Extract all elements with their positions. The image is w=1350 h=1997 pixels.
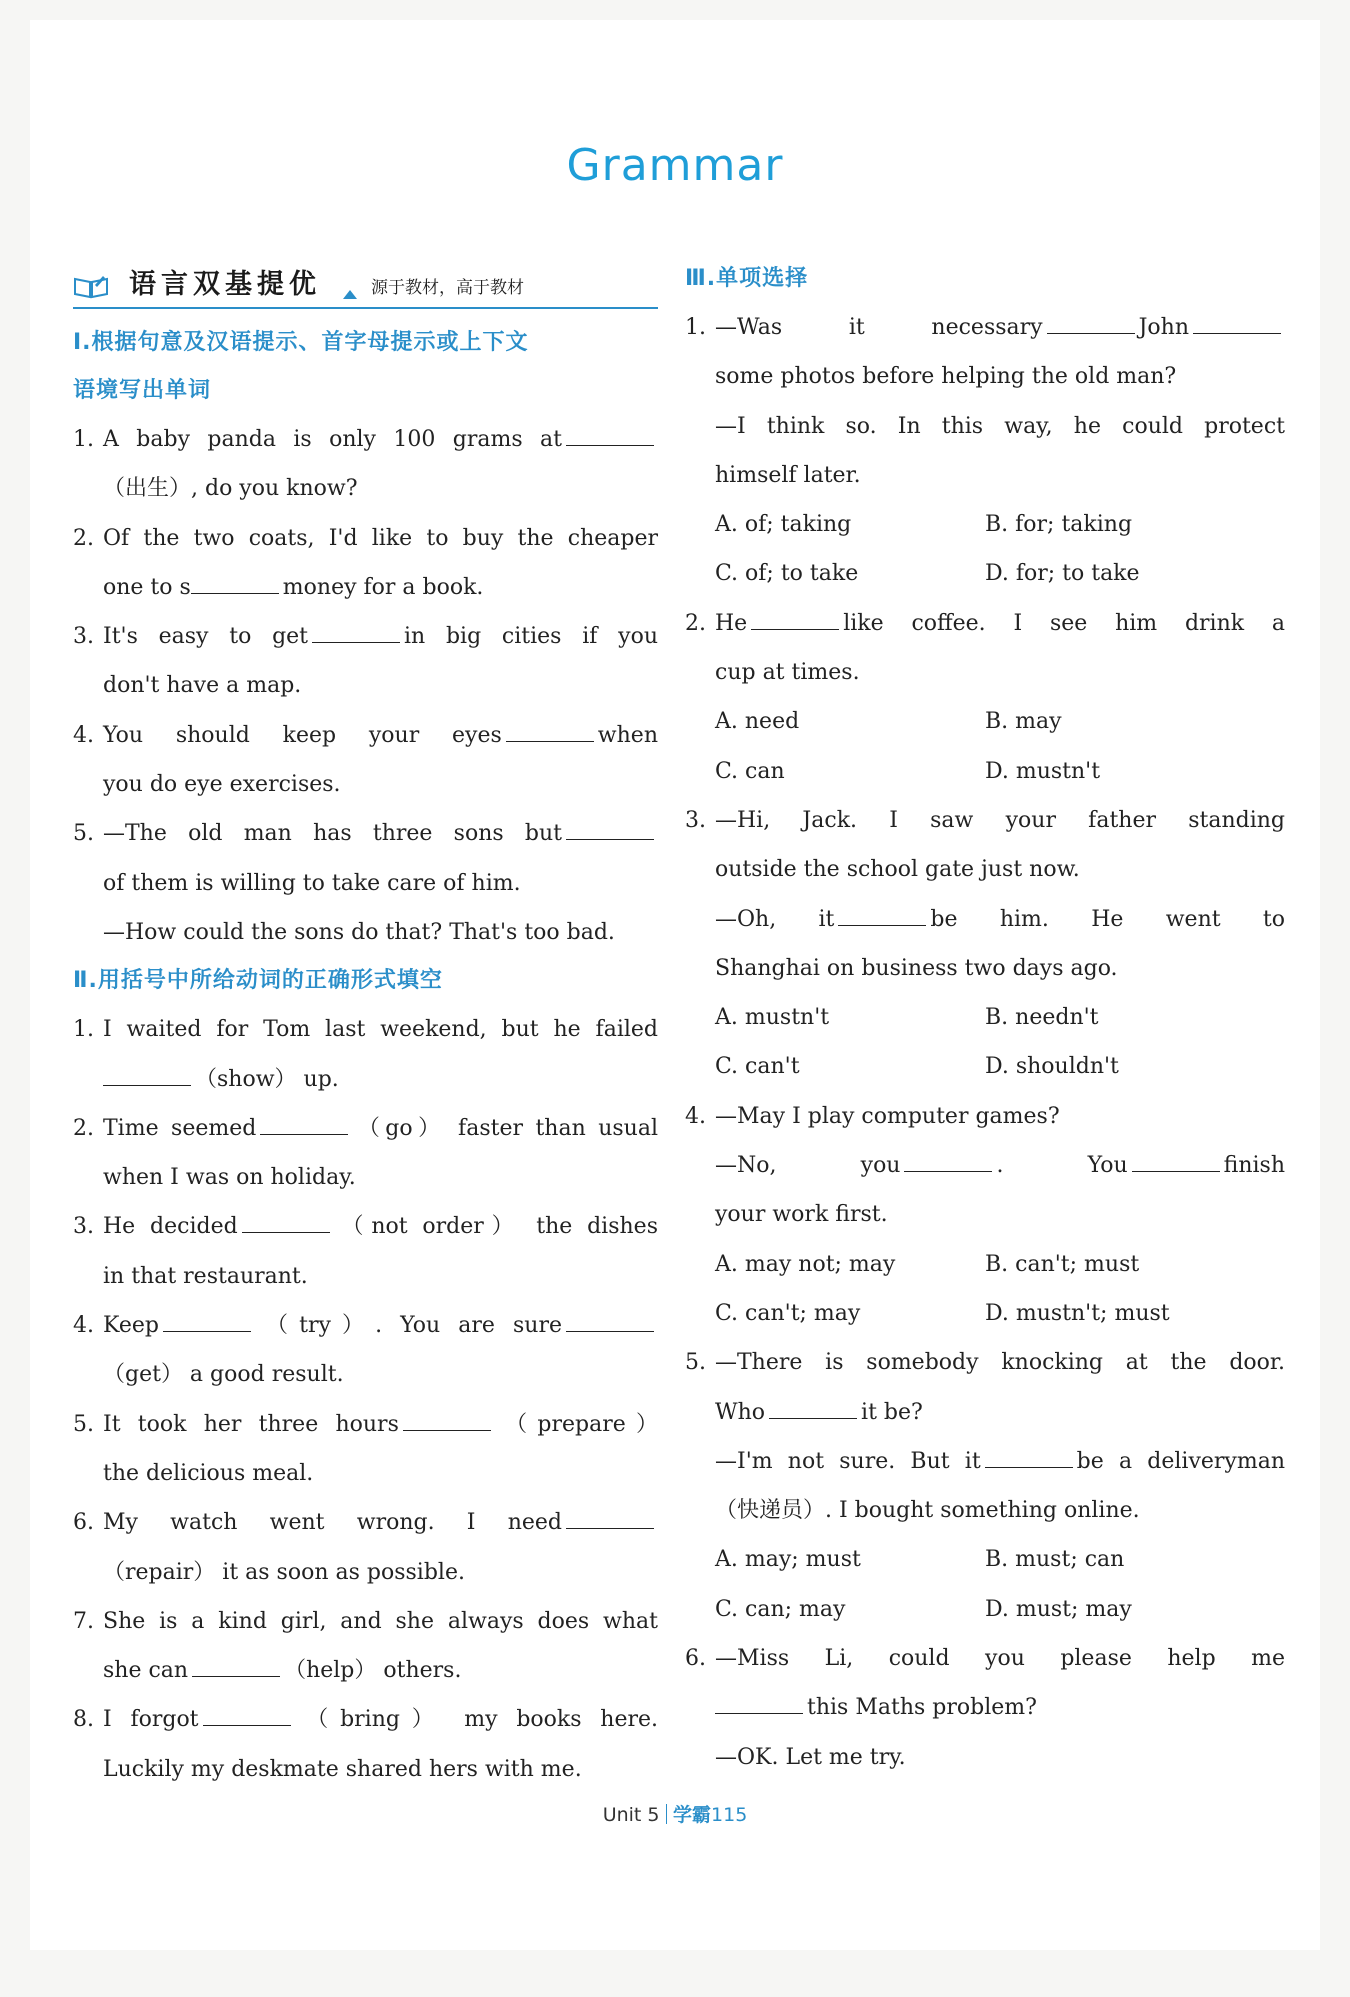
question-text: —Miss Li, could you please help me [715, 1646, 1285, 1672]
question-text: when [597, 722, 658, 748]
question-text: the delicious meal. [103, 1460, 314, 1486]
question-number: 3. [73, 624, 94, 650]
option-b[interactable]: B. must; can [985, 1547, 1125, 1573]
question [73, 1597, 658, 1696]
brand-label: 学霸 [673, 1804, 712, 1826]
question-text: （get） a good result. [103, 1362, 344, 1388]
answer-blank[interactable] [566, 1309, 654, 1332]
question [73, 1498, 658, 1597]
question-text: It's easy to get [103, 624, 309, 650]
question-text: —I'm not sure. But it [715, 1448, 981, 1474]
question [73, 1695, 658, 1794]
answer-blank[interactable] [242, 1210, 330, 1233]
question-text: Who [715, 1399, 766, 1425]
option-c[interactable]: C. can; may [715, 1596, 846, 1622]
option-a[interactable]: A. of; taking [715, 512, 852, 538]
left-column [73, 263, 658, 1794]
answer-blank[interactable] [985, 1445, 1073, 1468]
question-text: I forgot [103, 1707, 199, 1733]
option-d[interactable]: D. mustn't [985, 758, 1101, 784]
question-text: Luckily my deskmate shared hers with me. [103, 1756, 582, 1782]
option-c[interactable]: C. can't; may [715, 1300, 861, 1326]
answer-blank[interactable] [506, 719, 594, 742]
question-text: （go） faster than usual [352, 1115, 658, 1141]
option-a[interactable]: A. need [715, 709, 800, 735]
question-text: . You [996, 1153, 1128, 1179]
question-number: 3. [685, 807, 706, 833]
option-a[interactable]: A. may not; may [715, 1251, 896, 1277]
question-text: （repair） it as soon as possible. [103, 1559, 465, 1585]
question-text: —How could the sons do that? That's too bad. [103, 919, 615, 945]
option-c[interactable]: C. of; to take [715, 561, 859, 587]
banner-title: 语言双基提优 [129, 269, 321, 300]
question-text: （try）. You are sure [254, 1313, 562, 1339]
question-text: —There is somebody knocking at the door. [715, 1350, 1285, 1376]
question-text: when I was on holiday. [103, 1165, 356, 1191]
question-number: 2. [73, 1115, 94, 1141]
answer-blank[interactable] [191, 571, 279, 594]
question-text: —Was it necessary [715, 315, 1043, 340]
question-text: —Oh, it [715, 906, 835, 932]
question [685, 303, 1285, 599]
question-text: finish [1223, 1153, 1285, 1179]
option-d[interactable]: D. for; to take [985, 561, 1140, 587]
question-text: （show） up. [195, 1066, 339, 1092]
question [685, 796, 1285, 1092]
option-d[interactable]: D. must; may [985, 1596, 1132, 1622]
question-text: I waited for Tom last weekend, but he failed [103, 1017, 658, 1043]
workbook-page [30, 20, 1320, 1950]
question [73, 415, 658, 514]
option-c[interactable]: C. can [715, 758, 785, 784]
question-text: himself later. [715, 462, 861, 488]
answer-blank[interactable] [403, 1408, 491, 1431]
options [715, 993, 1285, 1092]
question-text: your work first. [715, 1202, 888, 1228]
question-number: 7. [73, 1608, 94, 1634]
section-1-heading-line2: 语境写出单词 [73, 378, 212, 403]
question-text: some photos before helping the old man? [715, 364, 1177, 390]
question-number: 4. [685, 1103, 706, 1129]
question-text: be a deliveryman [1076, 1448, 1285, 1474]
section-3-heading: Ⅲ.单项选择 [685, 266, 809, 291]
question-text: （bring） my books here. [294, 1707, 658, 1733]
question-text: she can [103, 1658, 189, 1684]
answer-blank[interactable] [260, 1112, 348, 1135]
book-icon [73, 273, 109, 299]
question-text: it be? [861, 1399, 923, 1425]
question-text: in that restaurant. [103, 1263, 308, 1289]
answer-blank[interactable] [838, 903, 926, 926]
option-b[interactable]: B. needn't [985, 1005, 1099, 1031]
section-1-heading [73, 319, 658, 415]
question-text: —I think so. In this way, he could protect [715, 413, 1285, 439]
question [73, 1400, 658, 1499]
question-text: you do eye exercises. [103, 772, 341, 798]
options [715, 697, 1285, 796]
question-text: of them is willing to take care of him. [103, 870, 521, 896]
question-text: He [715, 610, 748, 636]
question [73, 711, 658, 810]
answer-blank[interactable] [163, 1309, 251, 1332]
question-text: （help） others. [284, 1658, 462, 1684]
answer-blank[interactable] [1047, 311, 1135, 334]
question-text: outside the school gate just now. [715, 857, 1080, 883]
question-number: 2. [73, 525, 94, 551]
answer-blank[interactable] [312, 620, 400, 643]
question-text: You should keep your eyes [103, 722, 502, 748]
question-text: She is a kind girl, and she always does what [103, 1608, 658, 1634]
question-text: A baby panda is only 100 grams at [103, 427, 562, 452]
question-text: John [1138, 315, 1189, 340]
question-number: 5. [73, 821, 94, 847]
question [685, 1092, 1285, 1338]
question-number: 4. [73, 722, 94, 748]
answer-blank[interactable] [203, 1703, 291, 1726]
answer-blank[interactable] [1132, 1149, 1220, 1172]
question [685, 1338, 1285, 1634]
page-number: 115 [711, 1804, 748, 1826]
section-1-heading-line1: Ⅰ.根据句意及汉语提示、首字母提示或上下文 [73, 330, 529, 355]
question-number: 5. [73, 1411, 94, 1437]
question [73, 514, 658, 613]
section-banner [73, 263, 658, 309]
question [73, 1202, 658, 1301]
question-text: in big cities if you [404, 624, 658, 650]
question-text: don't have a map. [103, 673, 302, 699]
triangle-icon [343, 290, 357, 299]
question-text: this Maths problem? [807, 1695, 1037, 1721]
answer-blank[interactable] [192, 1654, 280, 1677]
right-column [685, 263, 1285, 1782]
answer-blank[interactable] [769, 1396, 857, 1419]
question-text: My watch went wrong. I need [103, 1510, 562, 1536]
banner-subtitle: 源于教材，高于教材 [371, 278, 524, 298]
options [715, 500, 1285, 599]
question-text: （prepare） [494, 1411, 659, 1437]
question-text: —OK. Let me try. [715, 1744, 906, 1770]
question-text: He decided [103, 1214, 238, 1240]
answer-blank[interactable] [566, 1506, 654, 1529]
question-number: 3. [73, 1214, 94, 1240]
question-text: money for a book. [282, 574, 484, 600]
options [715, 1240, 1285, 1339]
question-text: like coffee. I see him drink a [843, 610, 1285, 636]
question-text: —Hi, Jack. I saw your father standing [715, 807, 1285, 833]
answer-blank[interactable] [715, 1691, 803, 1714]
answer-blank[interactable] [1193, 311, 1281, 334]
option-b[interactable]: B. can't; must [985, 1251, 1140, 1277]
question-text: Keep [103, 1313, 159, 1339]
question-text: Of the two coats, I'd like to buy the cheaper [103, 525, 658, 551]
question-number: 6. [73, 1510, 94, 1536]
question-number: 8. [73, 1707, 94, 1733]
question-text: （出生）, do you know? [103, 476, 358, 502]
question [73, 1301, 658, 1400]
question-text: cup at times. [715, 660, 860, 686]
option-c[interactable]: C. can't [715, 1054, 800, 1080]
question-number: 4. [73, 1313, 94, 1339]
question-text: be him. He went to [930, 906, 1285, 932]
answer-blank[interactable] [904, 1149, 992, 1172]
option-a[interactable]: A. may; must [715, 1547, 861, 1573]
answer-blank[interactable] [751, 607, 839, 630]
question-text: Shanghai on business two days ago. [715, 955, 1118, 981]
answer-blank[interactable] [566, 423, 654, 446]
options [715, 1535, 1285, 1634]
section-2-heading: Ⅱ.用括号中所给动词的正确形式填空 [73, 968, 443, 994]
question-text: —The old man has three sons but [103, 821, 562, 847]
question-text: one to s [103, 574, 191, 600]
question-text: It took her three hours [103, 1411, 399, 1437]
question-number: 1. [685, 315, 706, 340]
question-text: （not order） the dishes [333, 1214, 658, 1240]
page-title: Grammar [566, 140, 784, 191]
question [685, 1634, 1285, 1782]
question-number: 1. [73, 1017, 94, 1043]
option-b[interactable]: B. for; taking [985, 512, 1133, 538]
option-d[interactable]: D. mustn't; must [985, 1300, 1170, 1326]
answer-blank[interactable] [566, 817, 654, 840]
question-number: 6. [685, 1646, 706, 1672]
question [73, 809, 658, 957]
option-a[interactable]: A. mustn't [715, 1005, 830, 1031]
option-d[interactable]: D. shouldn't [985, 1054, 1119, 1080]
question-text: （快递员）. I bought something online. [715, 1498, 1140, 1524]
question [73, 1104, 658, 1203]
unit-label: Unit 5 [602, 1804, 660, 1826]
question [73, 612, 658, 711]
question [73, 1005, 658, 1104]
option-b[interactable]: B. may [985, 709, 1062, 735]
footer-divider [666, 1804, 668, 1824]
question-text: —May I play computer games? [715, 1103, 1060, 1129]
question-number: 2. [685, 610, 706, 636]
question [685, 599, 1285, 796]
question-text: —No, you [715, 1153, 901, 1179]
question-number: 1. [73, 427, 94, 452]
page-footer [30, 1800, 1320, 1827]
question-number: 5. [685, 1350, 706, 1376]
answer-blank[interactable] [103, 1063, 191, 1086]
question-text: Time seemed [103, 1115, 257, 1141]
